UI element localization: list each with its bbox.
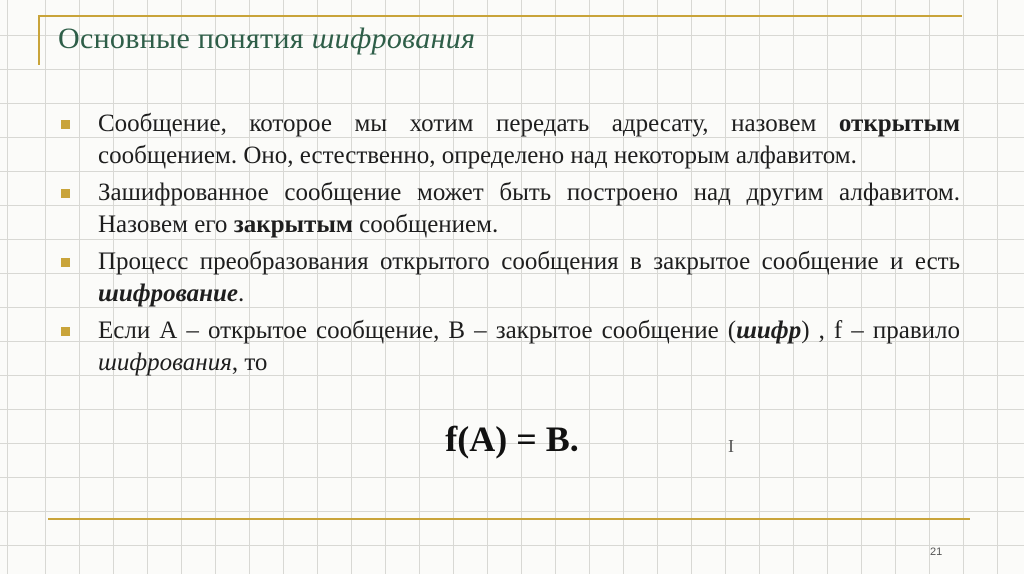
bullet-text: ) , f – правило xyxy=(801,317,960,344)
term-open: открытым xyxy=(838,110,960,137)
term-encryption: шифрование xyxy=(98,280,239,307)
bullet-text: Зашифрованное сообщение может быть построено над другим алфавитом. Назовем его xyxy=(98,179,960,238)
title-italic: шифрования xyxy=(311,22,476,55)
bullet-text: сообщением. Оно, естественно, определено над некоторым алфавитом. xyxy=(98,142,857,169)
bullet-item xyxy=(58,108,960,172)
text-cursor-icon: I xyxy=(728,436,734,456)
term-cipher: шифр xyxy=(736,317,802,344)
bullet-text: Сообщение, которое мы хотим передать адресату, назовем xyxy=(98,110,839,137)
page-number: 21 xyxy=(930,546,943,558)
bullet-list xyxy=(58,108,960,384)
bullet-item xyxy=(58,246,960,310)
bullet-text: , то xyxy=(231,349,268,376)
bullet-text: . xyxy=(238,280,245,307)
bullet-item xyxy=(58,177,960,241)
term-encryption-italic: шифрования xyxy=(98,349,232,376)
formula: f(A) = B. xyxy=(445,419,579,459)
bullet-square-icon xyxy=(61,120,70,129)
bullet-text: сообщением. xyxy=(352,211,499,238)
footer-rule xyxy=(48,518,970,520)
bullet-square-icon xyxy=(61,189,70,198)
title-plain: Основные понятия xyxy=(58,22,312,55)
title-left-rule xyxy=(38,15,40,65)
bullet-text: Процесс преобразования открытого сообщения в закрытое сообщение и есть xyxy=(98,248,960,275)
title-top-rule xyxy=(38,15,962,17)
term-closed: закрытым xyxy=(233,211,353,238)
bullet-text: Если А – открытое сообщение, В – закрытое сообщение ( xyxy=(98,317,737,344)
slide-title xyxy=(58,22,475,56)
bullet-square-icon xyxy=(61,258,70,267)
bullet-item xyxy=(58,315,960,379)
bullet-square-icon xyxy=(61,327,70,336)
